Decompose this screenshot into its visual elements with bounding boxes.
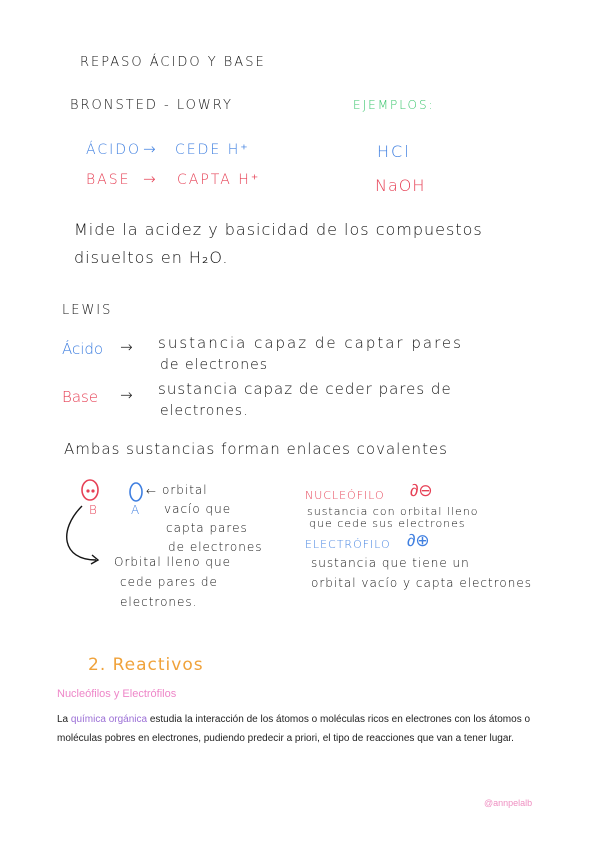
lewis-heading: LEWIS xyxy=(62,303,113,318)
nucleophile-heading: NUCLEÓFILO xyxy=(305,489,385,502)
bronsted-base-term: BASE xyxy=(86,172,131,188)
example-base: NaOH xyxy=(375,176,426,195)
nucleophile-charge: ∂⊖ xyxy=(410,481,433,501)
section-subheading: Nucleófilos y Electrófilos xyxy=(57,688,177,700)
example-acid: HCl xyxy=(377,142,411,161)
letter-a: A xyxy=(131,503,140,517)
lewis-base-term: Base xyxy=(62,388,99,406)
nucleophile-text-2: que cede sus electrones xyxy=(309,517,466,530)
bronsted-acid-term: ÁCIDO xyxy=(86,142,142,158)
organic-chemistry-link[interactable]: química orgánica xyxy=(70,714,148,725)
empty-orbital-icon xyxy=(130,483,142,501)
bronsted-description-1: Mide la acidez y basicidad de los compuestos xyxy=(74,220,483,239)
full-orbital-icon xyxy=(82,480,98,500)
body-rest: estudia la interacción de los átomos o moléculas ricos en electrones con los átomos o moléculas pobres en electrones, pudiendo predecir a priori, el tipo de reacciones que van a tener lugar. xyxy=(57,714,531,744)
full-orbital-text-1: Orbital lleno que xyxy=(114,555,231,569)
lewis-base-def-2: electrones. xyxy=(160,403,249,419)
lewis-covalent: Ambas sustancias forman enlaces covalentes xyxy=(64,440,448,458)
lewis-acid-arrow: → xyxy=(120,338,133,356)
bronsted-heading: BRONSTED - LOWRY xyxy=(70,98,233,113)
lewis-base-def-1: sustancia capaz de ceder pares de xyxy=(158,380,452,398)
bronsted-description-2: disueltos en H₂O. xyxy=(74,248,229,267)
electrophile-text-1: sustancia que tiene un xyxy=(311,556,470,570)
author-handle: @annpelalb xyxy=(484,798,533,808)
section-title: 2. Reactivos xyxy=(88,655,204,675)
electrophile-charge: ∂⊕ xyxy=(407,531,430,551)
examples-heading: EJEMPLOS: xyxy=(353,98,435,112)
empty-orbital-text-4: de electrones xyxy=(168,540,263,554)
lewis-acid-def-2: de electrones xyxy=(160,357,269,373)
bronsted-acid-arrow: → xyxy=(143,140,156,158)
nucleophile-text-1: sustancia con orbital lleno xyxy=(307,505,479,518)
notes-title: REPASO ÁCIDO Y BASE xyxy=(80,55,266,70)
bronsted-base-def: CAPTA H⁺ xyxy=(177,172,261,188)
bronsted-base-arrow: → xyxy=(143,170,156,188)
empty-orbital-arrow: ← xyxy=(146,484,157,498)
empty-orbital-text-1: orbital xyxy=(162,483,208,497)
full-orbital-text-2: cede pares de xyxy=(120,575,218,589)
bronsted-acid-def: CEDE H⁺ xyxy=(175,142,250,158)
lewis-base-arrow: → xyxy=(120,386,133,404)
lewis-acid-def-1: sustancia capaz de captar pares xyxy=(158,334,463,352)
full-orbital-text-3: electrones. xyxy=(120,595,198,609)
electrophile-heading: ELECTRÓFILO xyxy=(305,538,391,551)
body-prefix: La xyxy=(57,714,71,725)
empty-orbital-text-3: capta pares xyxy=(166,521,248,535)
lewis-acid-term: Ácido xyxy=(62,340,104,358)
electrophile-text-2: orbital vacío y capta electrones xyxy=(311,576,532,590)
empty-orbital-text-2: vacío que xyxy=(164,502,232,516)
section-body xyxy=(57,710,547,748)
letter-b: B xyxy=(89,503,97,517)
